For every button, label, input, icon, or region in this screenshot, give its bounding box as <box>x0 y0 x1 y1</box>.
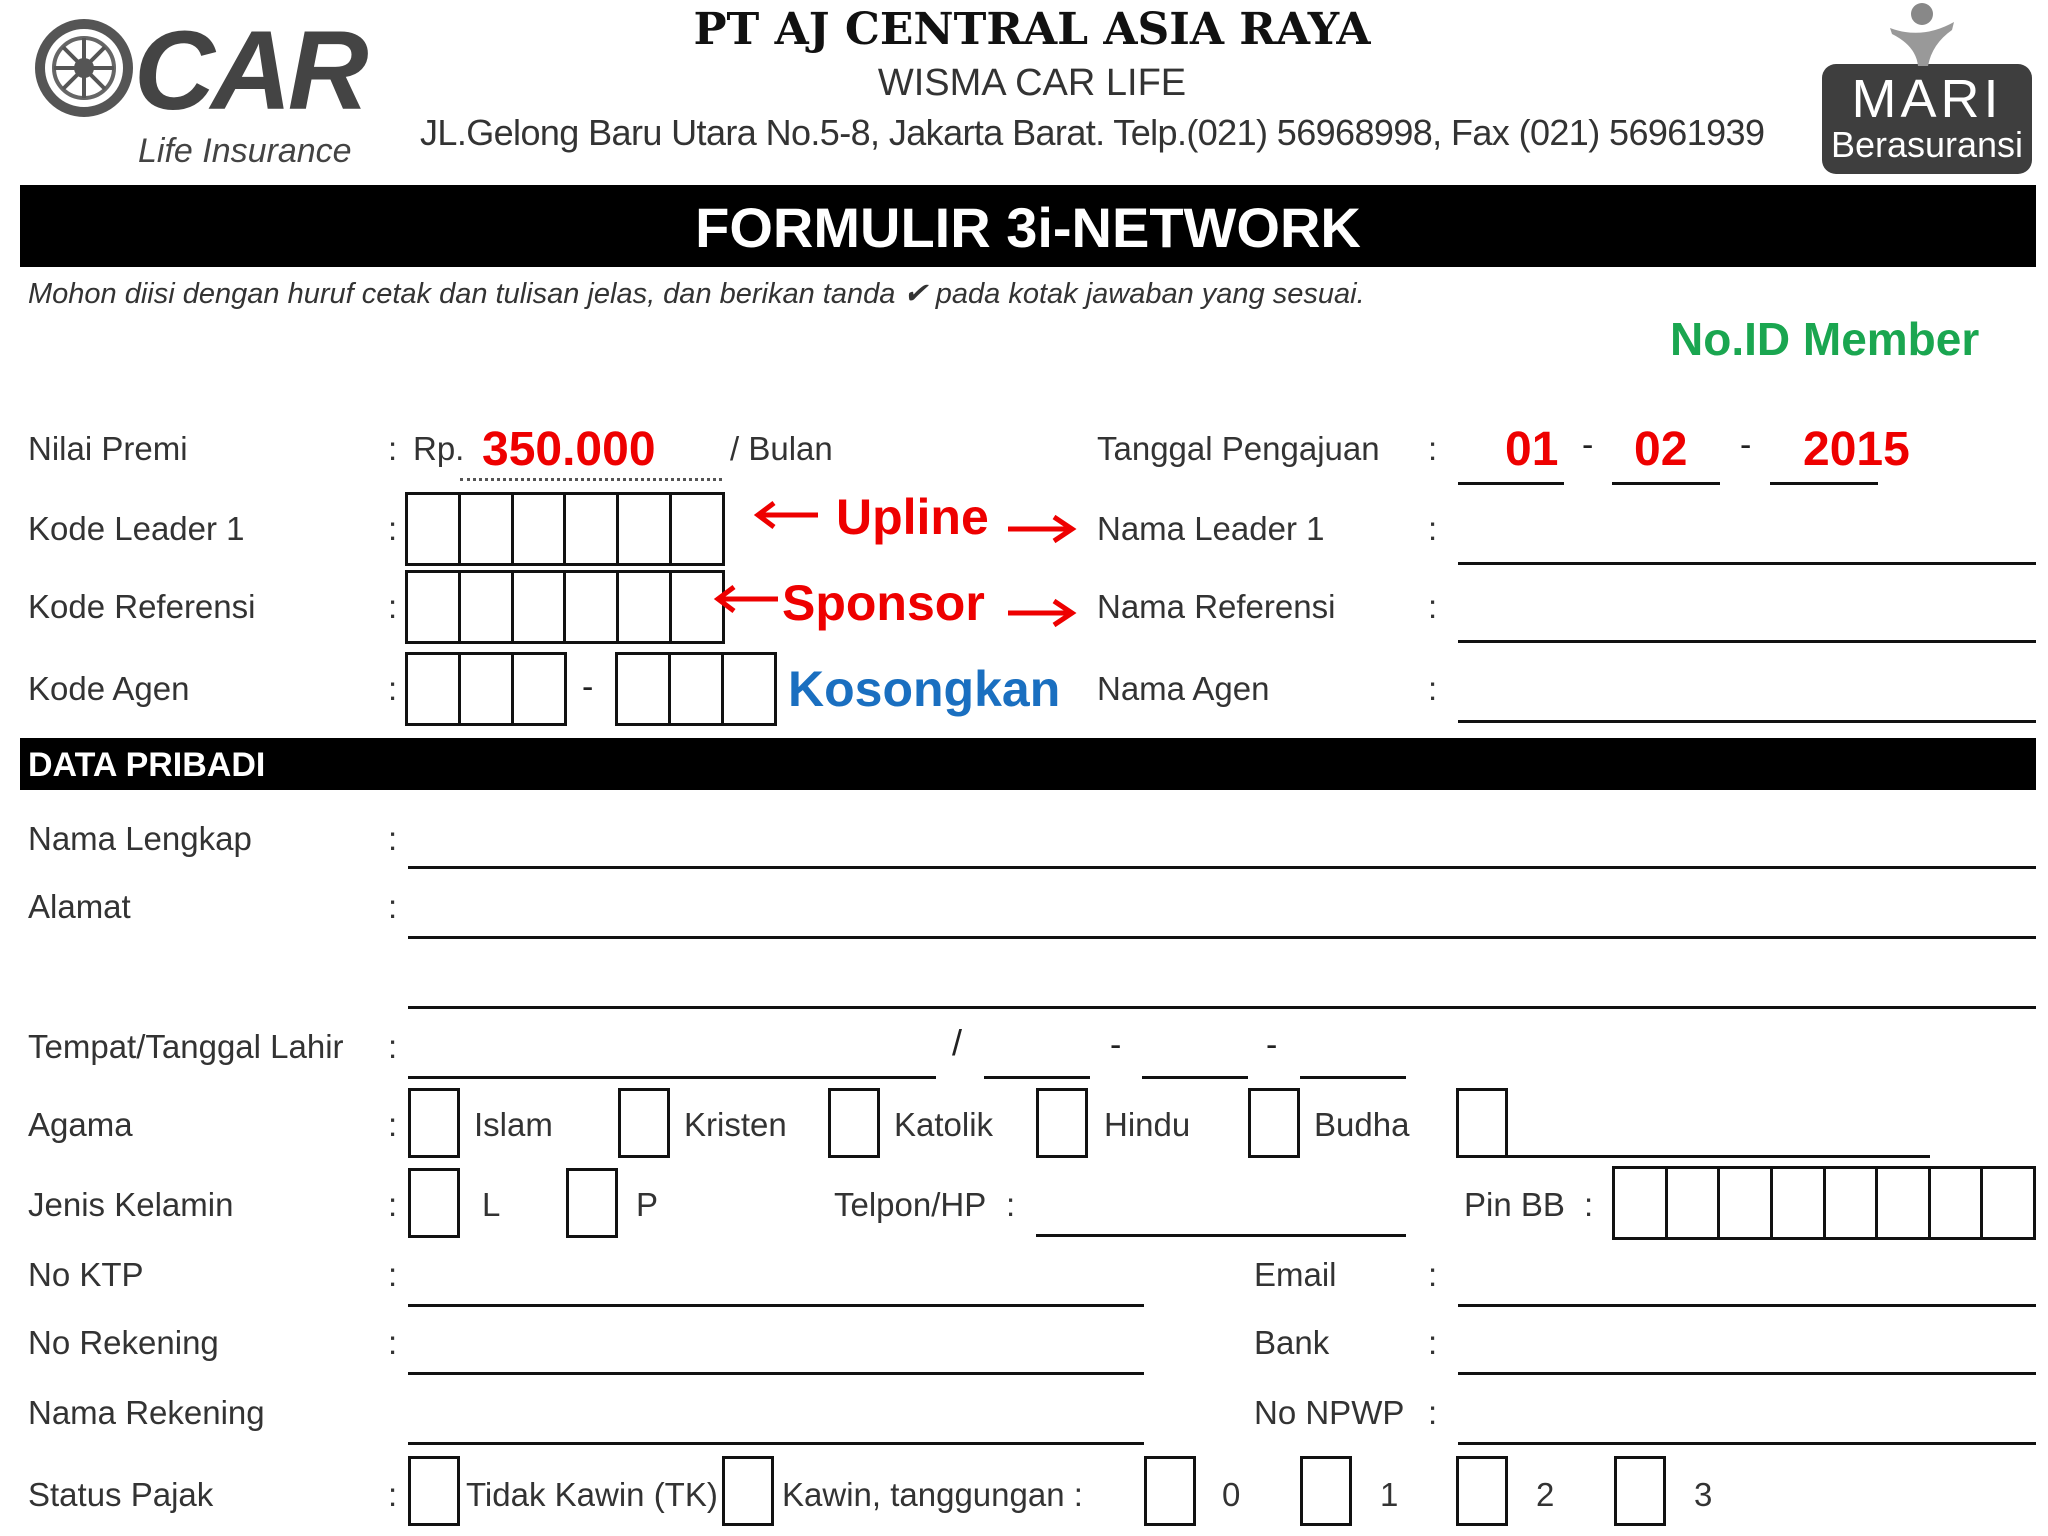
option-tanggungan-1: 1 <box>1380 1476 1399 1513</box>
no-ktp-label: No KTP <box>28 1256 144 1293</box>
building-name: WISMA CAR LIFE <box>877 62 1187 104</box>
option-kristen: Kristen <box>684 1106 787 1143</box>
checkbox-katolik[interactable] <box>828 1088 880 1158</box>
company-address: JL.Gelong Baru Utara No.5-8, Jakarta Barat. Telp.(021) 56968998, Fax (021) 56961939 <box>420 112 1765 153</box>
alamat-line-1[interactable] <box>408 936 2036 939</box>
no-npwp-label: No NPWP <box>1254 1394 1405 1431</box>
alamat-line-2[interactable] <box>408 1006 2036 1009</box>
ttl-dash: - <box>1266 1026 1278 1064</box>
nama-rekening-line[interactable] <box>408 1442 1144 1445</box>
person-icon <box>1882 0 1962 70</box>
option-islam: Islam <box>474 1106 553 1143</box>
colon: : <box>388 510 398 547</box>
nama-lengkap-line[interactable] <box>408 866 2036 869</box>
form-title: FORMULIR 3i-NETWORK <box>695 196 1361 259</box>
option-l: L <box>482 1186 501 1223</box>
nama-leader-line[interactable] <box>1458 562 2036 565</box>
premi-value[interactable]: 350.000 <box>482 423 656 476</box>
checkbox-hindu[interactable] <box>1036 1088 1088 1158</box>
upline-annotation: Upline <box>836 489 989 545</box>
mari-logo <box>1822 64 2032 174</box>
pin-bb-boxes[interactable] <box>1612 1166 2036 1240</box>
nama-referensi-label: Nama Referensi <box>1097 588 1336 625</box>
colon: : <box>1428 510 1438 547</box>
option-kawin: Kawin, tanggungan : <box>782 1476 1083 1513</box>
colon: : <box>1584 1186 1594 1223</box>
checkbox-tk[interactable] <box>408 1456 460 1526</box>
kode-referensi-label: Kode Referensi <box>28 588 256 625</box>
nama-leader-label: Nama Leader 1 <box>1097 510 1325 547</box>
tanggal-year[interactable]: 2015 <box>1803 423 1910 476</box>
status-pajak-label: Status Pajak <box>28 1476 214 1513</box>
no-ktp-line[interactable] <box>408 1304 1144 1307</box>
colon: : <box>388 1028 398 1065</box>
tempat-lahir-line[interactable] <box>408 1076 936 1079</box>
form-title-bar <box>20 185 2036 267</box>
nama-referensi-line[interactable] <box>1458 640 2036 643</box>
nama-lengkap-label: Nama Lengkap <box>28 820 252 857</box>
colon: : <box>388 1476 398 1513</box>
kode-agen-boxes-1[interactable] <box>405 652 567 726</box>
kode-agen-boxes-2[interactable] <box>615 652 777 726</box>
nama-rekening-label: Nama Rekening <box>28 1394 265 1431</box>
arrow-left-icon <box>752 500 822 530</box>
colon: : <box>1428 670 1438 707</box>
checkbox-islam[interactable] <box>408 1088 460 1158</box>
colon: : <box>388 820 398 857</box>
option-tanggungan-3: 3 <box>1694 1476 1713 1513</box>
tgl-lahir-year-line[interactable] <box>1300 1076 1406 1079</box>
email-label: Email <box>1254 1256 1337 1293</box>
option-hindu: Hindu <box>1104 1106 1191 1143</box>
line <box>1612 482 1720 485</box>
colon: : <box>388 588 398 625</box>
arrow-left-icon <box>712 584 782 614</box>
tanggal-pengajuan-label: Tanggal Pengajuan <box>1097 430 1380 467</box>
option-p: P <box>636 1186 659 1223</box>
tanggal-month[interactable]: 02 <box>1634 423 1688 476</box>
line <box>1770 482 1878 485</box>
ttl-dash: - <box>1110 1026 1122 1064</box>
date-dash: - <box>1582 426 1594 464</box>
no-rekening-label: No Rekening <box>28 1324 219 1361</box>
kosongkan-annotation: Kosongkan <box>788 661 1061 717</box>
telpon-label: Telpon/HP <box>834 1186 987 1223</box>
tanggal-day[interactable]: 01 <box>1505 423 1559 476</box>
tgl-lahir-day-line[interactable] <box>984 1076 1090 1079</box>
tgl-lahir-month-line[interactable] <box>1142 1076 1248 1079</box>
logo-car-subtitle: Life Insurance <box>138 132 352 170</box>
checkbox-l[interactable] <box>408 1168 460 1238</box>
per-bulan-label: / Bulan <box>730 430 833 467</box>
checkbox-tanggungan-0[interactable] <box>1144 1456 1196 1526</box>
email-line[interactable] <box>1458 1304 2036 1307</box>
colon: : <box>388 1324 398 1361</box>
checkbox-budha[interactable] <box>1248 1088 1300 1158</box>
other-religion-line[interactable] <box>1508 1155 1930 1158</box>
colon: : <box>388 1256 398 1293</box>
arrow-right-icon <box>1006 514 1078 544</box>
premi-dotted-line <box>460 478 722 489</box>
checkbox-other-religion[interactable] <box>1456 1088 1508 1158</box>
rp-label: Rp. <box>413 430 465 467</box>
data-pribadi-bar <box>20 738 2036 790</box>
kode-referensi-boxes[interactable] <box>405 570 725 644</box>
member-id-label: No.ID Member <box>1670 313 1980 365</box>
colon: : <box>1428 430 1438 467</box>
instruction-text: Mohon diisi dengan huruf cetak dan tulisan jelas, dan berikan tanda ✔ pada kotak jawaban yang sesuai. <box>28 278 1365 310</box>
arrow-right-icon <box>1006 598 1078 628</box>
checkbox-p[interactable] <box>566 1168 618 1238</box>
kode-leader-boxes[interactable] <box>405 492 725 566</box>
date-dash: - <box>1740 426 1752 464</box>
checkbox-kawin[interactable] <box>722 1456 774 1526</box>
section-title: DATA PRIBADI <box>28 746 266 784</box>
logo-car-text: CAR <box>134 8 365 133</box>
checkbox-tanggungan-1[interactable] <box>1300 1456 1352 1526</box>
logo-mari-subtitle: Berasuransi <box>1830 124 2024 165</box>
colon: : <box>388 1186 398 1223</box>
colon: : <box>1428 1324 1438 1361</box>
nilai-premi-label: Nilai Premi <box>28 430 188 467</box>
kode-agen-label: Kode Agen <box>28 670 190 707</box>
jenis-kelamin-label: Jenis Kelamin <box>28 1186 234 1223</box>
kode-leader-label: Kode Leader 1 <box>28 510 245 547</box>
agen-dash: - <box>582 668 594 706</box>
no-rekening-line[interactable] <box>408 1372 1144 1375</box>
colon: : <box>388 1106 398 1143</box>
checkbox-kristen[interactable] <box>618 1088 670 1158</box>
option-budha: Budha <box>1314 1106 1410 1143</box>
telpon-line[interactable] <box>1036 1234 1406 1237</box>
logo-mari-text: MARI <box>1851 69 2003 129</box>
colon: : <box>1006 1186 1016 1223</box>
ttl-slash: / <box>952 1022 963 1063</box>
colon: : <box>388 888 398 925</box>
sponsor-annotation: Sponsor <box>782 575 985 631</box>
colon: : <box>388 430 398 467</box>
agama-label: Agama <box>28 1106 133 1143</box>
option-tk: Tidak Kawin (TK) <box>466 1476 718 1513</box>
option-tanggungan-0: 0 <box>1222 1476 1241 1513</box>
bank-label: Bank <box>1254 1324 1330 1361</box>
ttl-label: Tempat/Tanggal Lahir <box>28 1028 344 1065</box>
company-name: PT AJ CENTRAL ASIA RAYA <box>693 4 1371 55</box>
nama-agen-line[interactable] <box>1458 720 2036 723</box>
checkbox-tanggungan-3[interactable] <box>1614 1456 1666 1526</box>
option-katolik: Katolik <box>894 1106 994 1143</box>
bank-line[interactable] <box>1458 1372 2036 1375</box>
alamat-label: Alamat <box>28 888 131 925</box>
checkbox-tanggungan-2[interactable] <box>1456 1456 1508 1526</box>
no-npwp-line[interactable] <box>1458 1442 2036 1445</box>
option-tanggungan-2: 2 <box>1536 1476 1555 1513</box>
line <box>1458 482 1564 485</box>
colon: : <box>1428 1256 1438 1293</box>
pin-bb-label: Pin BB <box>1464 1186 1565 1223</box>
nama-agen-label: Nama Agen <box>1097 670 1270 707</box>
colon: : <box>1428 1394 1438 1431</box>
colon: : <box>388 670 398 707</box>
colon: : <box>1428 588 1438 625</box>
